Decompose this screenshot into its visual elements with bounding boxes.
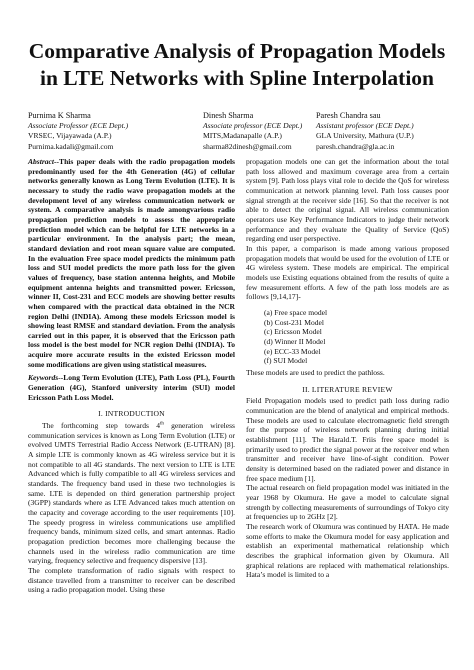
author-affiliation: GLA University, Mathura (U.P.) [316, 131, 414, 141]
author-name: Paresh Chandra sau [316, 111, 381, 120]
paper-title: Comparative Analysis of Propagation Models in LTE Networks with Spline Interpolation [28, 39, 446, 90]
keywords-lead: Keywords-- [28, 373, 64, 383]
literature-paragraph-1: Field Propagation models used to predict path loss during radio communication are the blend of analytical and empirical methods. These models are used to calculate electromagnetic field strength for the purpose of wireless network planning during initial establishment [11]. The Harald.T. Friis free space model is primarily used to predict the signal power at the receiver end when transmitter and receiver have line-of-sight condition. Power density is determined based on the radiated power and distance in free space medium [1]. [246, 396, 449, 483]
author-name: Purnima K Sharma [28, 111, 91, 120]
right-paragraph-2: In this paper, a comparison is made among various proposed propagation models that would be used for the evolution of LTE or 4G wireless system. These models are empirical. The empirical models use Existing equations obtained from the results of quite a few measurement efforts. A few of the path loss models are as follows [9,14,17]- [246, 243, 449, 302]
list-item: (e) ECC-33 Model [264, 346, 321, 356]
author-block-2 [203, 111, 302, 152]
list-item: (c) Ericsson Model [264, 327, 322, 337]
intro-superscript: th [159, 421, 164, 427]
intro-paragraph-1 [28, 421, 235, 566]
models-list [246, 308, 449, 366]
abstract-lead: Abstract-- [28, 157, 60, 166]
list-item: (f) SUI Model [264, 356, 308, 366]
author-affiliation: MITS,Madanapalle (A.P.) [203, 131, 282, 141]
author-block-3 [316, 111, 414, 152]
author-email: Purnima.kadali@gmail.com [28, 141, 114, 151]
author-email: sharma82dinesh@gmail.com [203, 141, 292, 151]
intro-paragraph-2: The complete transformation of radio signals with respect to distance travelled from a transmitter to receiver can be described using a radio propagation model. Using these [28, 565, 235, 595]
left-column [28, 157, 235, 595]
section-heading-introduction: I. INTRODUCTION [98, 409, 165, 419]
author-role: Assistant professor (ECE Dept.) [316, 121, 414, 131]
author-email: paresh.chandra@gla.ac.in [316, 141, 395, 151]
keywords [28, 373, 235, 402]
list-item: (d) Winner II Model [264, 336, 326, 346]
keywords-body: Long Term Evolution (LTE), Path Loss (PL), Fourth Generation (4G), Stanford university interim (SUI) model Ericsson Path Loss Model. [28, 373, 235, 402]
intro-text-b: generation wireless communication services is known as Long Term Evolution (LTE) or evolved UMTS Terrestrial Radio Access Network (E-UTRAN) [8]. A simple LTE is commonly known as 4G wireless service but it is not compatible to all 4G standards. The next version to LTE is LTE Advanced which is fully compatible to all 4G wireless services and standards. The frequency band used in these two technologies is same. LTE is depended on third generation partnership project (3GPP) standards where as LTE Advanced takes much attention on the capacity and coverage according to the user requirements [10]. The speedy progress in wireless communications use amplified frequency bands, minimum sized cells, and smart antennas. Radio propagation prediction becomes more challenging because the channels used in the wireless radio communication are time varying, frequency selective and frequency dispersive [13]. [28, 421, 235, 566]
author-block-1 [28, 111, 128, 152]
abstract-body: This paper deals with the radio propagation models predominantly used for the 4th Generation (4G) of cellular networks generally known as Long Term Evolution (LTE). It is necessary to study the radio wave propagation models at the development level of any wireless communication network or system. A comparative analysis is made amongvarious radio propagation prediction models to assess the appropriate prediction model which can be helpful for LTE networks in a particular environment. In the analysis part; the mean, standard deviation and root mean square value are computed. In the evaluation Free space model predicts the minimum path loss and SUI model predicts the more path loss for the given values of frequency, base station antenna heights, and Mobile equipment antenna heights and transmitted power. Ericsson, winner II, Cost-231 and ECC models are showing better results when compared with the practical data obtained in the NCR region Delhi (INDIA). Among these models Ericsson model is showing least RMSE and standard deviation. From the analysis carried out in this paper, it is observed that the Ericsson path loss model is the best model for NCR region Delhi (INDIA). To acquire more accurate results in the existed Ericsson model some modifications are given using statistical measures. [28, 157, 235, 369]
right-paragraph-3: These models are used to predict the pathloss. [246, 368, 385, 378]
right-column [246, 157, 449, 580]
author-role: Associate professor (ECE Dept.) [203, 121, 303, 131]
author-role: Associate Professor (ECE Dept.) [28, 121, 129, 131]
literature-paragraph-2: The actual research on field propagation model was initiated in the year 1968 by Okumura. He gave a model to calculate signal strength by collecting measurements of surroundings of Tokyo city at frequencies up to 2GHz [2]. [246, 483, 449, 522]
right-paragraph-1: propagation models one can get the information about the total path loss allowed and maximum coverage area from a certain system [9]. Path loss plays vital role to decide the QoS for wireless communication at network planning level. Path loss causes poor signal strength at the receiver side [16]. So that the receiver is not able to detect the original signal. All wireless communication operators use Key Performance Indicators to judge their network performance and they evaluate the Quality of Service (QoS) regarding end user perspective. [246, 157, 449, 244]
intro-text-a: The forthcoming step towards 4 [42, 421, 160, 431]
list-item: (b) Cost-231 Model [264, 317, 324, 327]
literature-paragraph-3: The research work of Okumura was continued by HATA. He made some efforts to make the Okumura model for easy application and establish an experimental mathematical relationship which describes the graphical information given by Okumura. All graphical relations are replaced with mathematical relationships. Hata’s model is limited to a [246, 521, 449, 580]
section-heading-literature-review: II. LITERATURE REVIEW [302, 384, 393, 394]
abstract [28, 157, 235, 369]
author-name: Dinesh Sharma [203, 111, 254, 120]
author-affiliation: VRSEC, Vijayawada (A.P.) [28, 131, 112, 141]
list-item: (a) Free space model [264, 307, 328, 317]
